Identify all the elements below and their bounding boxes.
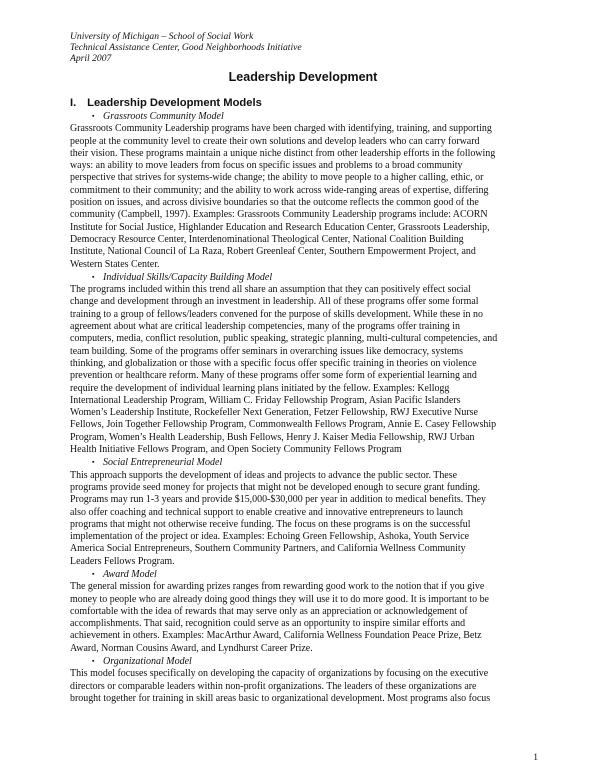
paragraph-line: This model focuses specifically on developing the capacity of organizations by focusing on the executive	[70, 668, 489, 680]
paragraph-line: Health Initiative Fellows Program, and Open Society Community Fellows Program	[70, 444, 402, 456]
paragraph-line: directors or comparable leaders within non-profit organizations. The leaders of these organizations are	[70, 680, 477, 692]
model-heading	[70, 655, 536, 668]
paragraph-line: require the development of individual learning plans initiated by the fellow. Examples: Kellogg	[70, 382, 450, 394]
header-center: Technical Assistance Center, Good Neighborhoods Initiative	[70, 42, 302, 53]
square-bullet-icon: ▪	[92, 657, 95, 666]
square-bullet-icon: ▪	[92, 569, 95, 578]
square-bullet-icon: ▪	[92, 458, 95, 467]
paragraph-line: people at the community level to create their own solutions and develop leaders who can carry forward	[70, 135, 480, 147]
paragraph-line: The programs included within this trend all share an assumption that they can positively effect social	[70, 284, 471, 296]
paragraph-line: programs that might not otherwise receive funding. The focus on these programs is on the successful	[70, 518, 471, 530]
model-heading	[70, 456, 536, 469]
paragraph-line: their vision. These programs maintain a unique niche distinct from other leadership efforts in the following	[70, 147, 496, 159]
paragraph-line: Institute, National Council of La Raza, Robert Greenleaf Center, Southern Empowerment Project, and	[70, 246, 476, 258]
paragraph-line: Grassroots Community Leadership programs have been charged with identifying, training, and supporting	[70, 123, 492, 135]
paragraph-line: achievement in others. Examples: MacArthur Award, California Wellness Foundation Peace Prize, Betz	[70, 630, 482, 642]
paragraph-line: Fellows, Join Together Fellowship Program, Commonwealth Fellows Program, Annie E. Casey Fellowship	[70, 419, 497, 431]
paragraph-line: community (Campbell, 1997). Examples: Grassroots Community Leadership programs include: ACORN	[70, 209, 488, 221]
paragraph-line: Program, Women’s Health Leadership, Bush Fellows, Henry J. Kaiser Media Fellowship, RWJ Urban	[70, 431, 475, 443]
paragraph-line: accomplishments. That said, recognition could serve as an opportunity to inspire similar efforts and	[70, 618, 466, 630]
paragraph-line: Women’s Leadership Institute, Rockefeller Next Generation, Fetzer Fellowship, RWJ Executive Nurse	[70, 407, 478, 419]
paragraph-line: team building. Some of the programs offer seminars in overarching issues like democracy, systems	[70, 345, 463, 357]
paragraph-line: Award, Norman Cousins Award, and Lyndhurst Career Prize.	[70, 642, 313, 654]
paragraph-line: position on issues, and across divisive boundaries so that the outcome reflects the common good of the	[70, 197, 479, 209]
model-heading-text: Grassroots Community Model	[103, 111, 224, 122]
paragraph-line: thinking, and globalization or those with a specific focus offer specific training in theories on violence	[70, 357, 477, 369]
paragraph-line: Leaders Fellows Program.	[70, 555, 175, 567]
model-heading	[70, 568, 536, 581]
paragraph-line: The general mission for awarding prizes ranges from rewarding good work to the notion that if you give	[70, 581, 485, 593]
section-number: I.	[70, 97, 77, 109]
paragraph-line: International Leadership Program, William C. Friday Fellowship Program, Asian Pacific Islanders	[70, 394, 461, 406]
paragraph-line: money to people who are already doing good things they will use it to do more good. It is important to be	[70, 593, 489, 605]
paragraph-line: comfortable with the idea of rewards that may serve only as an appreciation or acknowledgement of	[70, 605, 468, 617]
paragraph-line: commitment to their community; and the ability to work across wide-ranging areas of expertise, differing	[70, 184, 489, 196]
model-heading-text: Individual Skills/Capacity Building Model	[103, 271, 273, 283]
paragraph-line: ways: an ability to move leaders from focus on specific issues and problems to a broad community	[70, 160, 463, 172]
header-date: April 2007	[70, 53, 112, 64]
models-list	[70, 110, 536, 705]
paragraph-line: computers, media, conflict resolution, public speaking, strategic planning, multi-cultural competencies, and	[70, 333, 498, 345]
paragraph-line: Democracy Resource Center, Interdenominational Theological Center, National Coalition Building	[70, 233, 464, 245]
model-heading-text: Organizational Model	[103, 656, 192, 668]
square-bullet-icon: ▪	[92, 272, 95, 281]
model-heading-text: Social Entrepreneurial Model	[103, 457, 223, 469]
paragraph-line: also offer coaching and technical support to enable creative and innovative entrepreneurs to launch	[70, 506, 464, 518]
model-heading-text: Award Model	[103, 568, 157, 580]
paragraph-line: perspective that strives for systems-wide change; the ability to move people to a higher calling, ethic, or	[70, 172, 484, 184]
document-header	[70, 31, 536, 64]
paragraph-line: prevention or healthcare reform. Many of these programs offer some form of experiential learning and	[70, 370, 477, 382]
document-title: Leadership Development	[228, 70, 378, 84]
header-institution: University of Michigan – School of Social Work	[70, 31, 254, 42]
paragraph-line: Programs may run 1-3 years and provide $15,000-$30,000 per year in addition to medical benefits. They	[70, 494, 486, 506]
section-heading	[70, 97, 536, 110]
paragraph-line: agreement about what are critical leadership competencies, many of the programs offer training in	[70, 321, 460, 333]
paragraph-line: Institute for Social Justice, Highlander Education and Research Education Center, Grassroots Leadership,	[70, 221, 490, 233]
page-number: 1	[533, 752, 538, 763]
paragraph-line: Western States Center.	[70, 258, 160, 270]
paragraph-line: implementation of the project or idea. Examples: Echoing Green Fellowship, Ashoka, Youth Service	[70, 531, 470, 543]
square-bullet-icon: ▪	[92, 112, 95, 120]
paragraph-line: This approach supports the development of ideas and projects to advance the public sector. These	[70, 469, 457, 481]
paragraph-line: change and development through an investment in leadership. All of these programs offer some formal	[70, 296, 479, 308]
section-title: Leadership Development Models	[87, 97, 262, 109]
paragraph-line: America Social Entrepreneurs, Southern Community Partners, and California Wellness Community	[70, 543, 466, 555]
paragraph-line: programs provide seed money for projects that might not be developed enough to secure grant funding.	[70, 481, 481, 493]
model-heading	[70, 110, 536, 123]
model-heading	[70, 271, 536, 284]
paragraph-line: training to a group of fellows/leaders convened for the purpose of skills development. While these in no	[70, 308, 483, 320]
paragraph-line: brought together for training in skill areas basic to organizational development. Most programs also focus	[70, 692, 491, 704]
